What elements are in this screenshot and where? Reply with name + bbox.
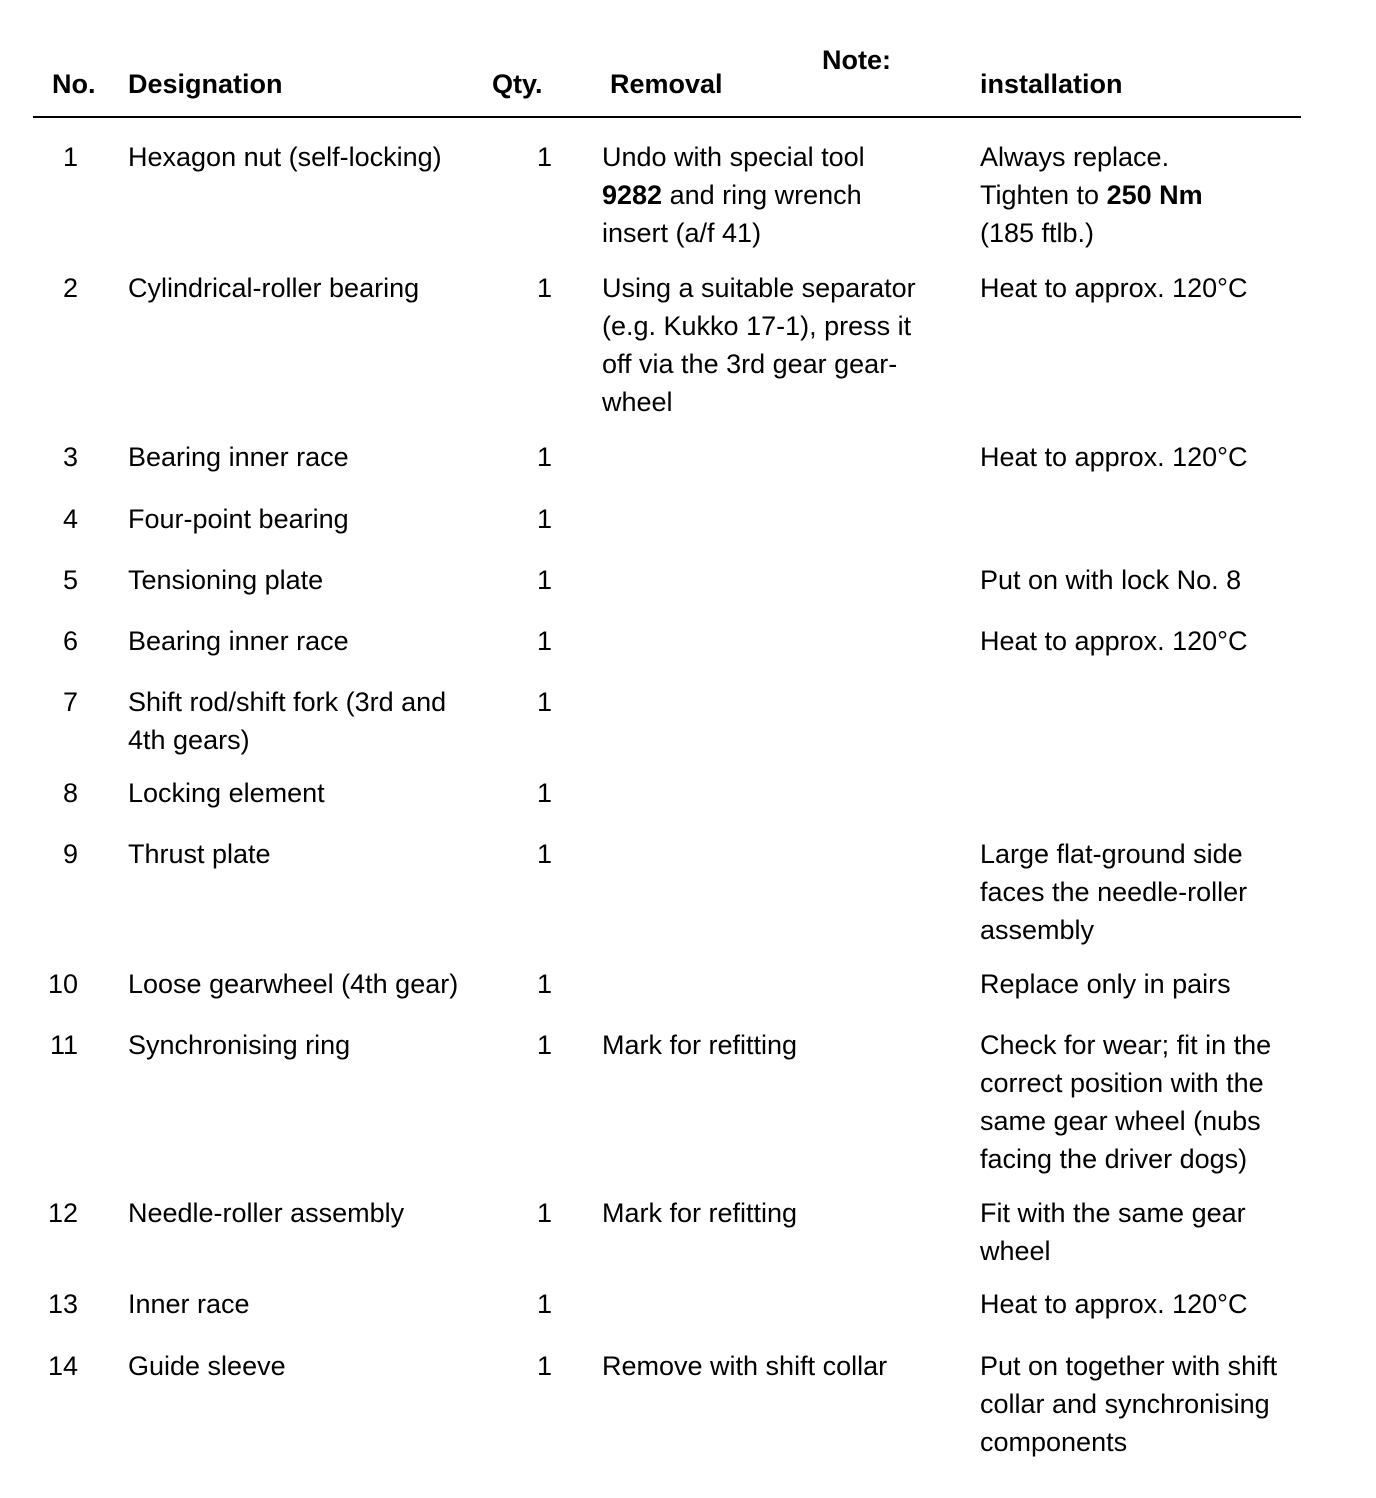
installation-line: Heat to approx. 120°C (980, 273, 1248, 303)
row-designation: Tensioning plate (128, 565, 324, 595)
installation-line: collar and synchronising (980, 1389, 1270, 1419)
installation-line: Heat to approx. 120°C (980, 1289, 1248, 1319)
installation-line: Check for wear; fit in the (980, 1030, 1272, 1060)
row-designation: Locking element (128, 778, 325, 808)
table-row (0, 1194, 1376, 1285)
row-designation: Loose gearwheel (4th gear) (128, 969, 459, 999)
row-designation: Four-point bearing (128, 504, 349, 534)
table-row (0, 835, 1376, 965)
row-quantity: 1 (536, 1030, 552, 1060)
row-number: 6 (62, 626, 78, 656)
row-quantity: 1 (536, 626, 552, 656)
row-installation-note (980, 622, 1300, 660)
installation-line: (185 ftlb.) (980, 218, 1095, 248)
row-quantity: 1 (536, 778, 552, 808)
row-number: 5 (62, 565, 78, 595)
row-number: 7 (62, 687, 78, 717)
header-removal: Removal (610, 69, 723, 99)
row-installation-note (980, 438, 1300, 476)
row-designation: Hexagon nut (self-locking) (128, 142, 442, 172)
removal-line: Remove with shift collar (602, 1351, 888, 1381)
row-quantity: 1 (536, 687, 552, 717)
row-number: 2 (62, 273, 78, 303)
row-installation-note (980, 138, 1300, 252)
row-number: 10 (47, 969, 78, 999)
row-quantity: 1 (536, 1351, 552, 1381)
installation-line: facing the driver dogs) (980, 1144, 1248, 1174)
row-installation-note (980, 1285, 1300, 1323)
table-row (0, 1026, 1376, 1194)
table-row (0, 269, 1376, 438)
header-designation: Designation (128, 69, 283, 99)
removal-text: and ring wrench (662, 180, 862, 210)
row-number: 1 (62, 142, 78, 172)
table-row (0, 683, 1376, 774)
header-note: Note: (822, 45, 891, 75)
row-quantity: 1 (536, 565, 552, 595)
header-qty: Qty. (492, 69, 543, 99)
row-installation-note (980, 1194, 1300, 1270)
designation-line: Shift rod/shift fork (3rd and (128, 687, 447, 717)
installation-line: Heat to approx. 120°C (980, 626, 1248, 656)
installation-line: Large flat-ground side (980, 839, 1243, 869)
row-removal-note (602, 1347, 947, 1385)
row-designation: Synchronising ring (128, 1030, 351, 1060)
row-number: 8 (62, 778, 78, 808)
row-designation: Guide sleeve (128, 1351, 286, 1381)
row-installation-note (980, 1026, 1300, 1178)
removal-line: Mark for refitting (602, 1198, 798, 1228)
row-number: 9 (62, 839, 78, 869)
table-row (0, 561, 1376, 622)
installation-line: Fit with the same gear (980, 1198, 1246, 1228)
installation-line: correct position with the (980, 1068, 1264, 1098)
installation-line: Always replace. (980, 142, 1170, 172)
row-quantity: 1 (536, 442, 552, 472)
row-designation: Thrust plate (128, 839, 271, 869)
installation-line: Put on together with shift (980, 1351, 1278, 1381)
row-removal-note (602, 269, 947, 421)
removal-line: wheel (602, 387, 673, 417)
special-tool-number: 9282 (602, 180, 663, 210)
row-quantity: 1 (536, 1198, 552, 1228)
removal-line: Undo with special tool (602, 142, 865, 172)
table-row (0, 438, 1376, 500)
table-row (0, 1347, 1376, 1467)
row-designation (128, 683, 473, 759)
row-designation: Bearing inner race (128, 442, 349, 472)
installation-line: Replace only in pairs (980, 969, 1231, 999)
row-designation: Inner race (128, 1289, 250, 1319)
header-no: No. (52, 69, 96, 99)
row-installation-note (980, 965, 1300, 1003)
installation-line: components (980, 1427, 1128, 1457)
row-number: 11 (49, 1030, 78, 1060)
row-quantity: 1 (536, 273, 552, 303)
table-row (0, 138, 1376, 269)
row-designation: Bearing inner race (128, 626, 349, 656)
table-row (0, 774, 1376, 835)
row-removal-note (602, 138, 947, 252)
removal-line (602, 176, 947, 214)
row-number: 13 (47, 1289, 78, 1319)
removal-line: Using a suitable separator (602, 273, 916, 303)
row-installation-note (980, 835, 1300, 949)
row-number: 4 (62, 504, 78, 534)
row-quantity: 1 (536, 839, 552, 869)
row-removal-note (602, 1194, 947, 1232)
installation-line: Heat to approx. 120°C (980, 442, 1248, 472)
installation-line: faces the needle-roller (980, 877, 1248, 907)
row-quantity: 1 (536, 1289, 552, 1319)
row-designation: Needle-roller assembly (128, 1198, 405, 1228)
designation-line: 4th gears) (128, 725, 250, 755)
row-quantity: 1 (536, 504, 552, 534)
table-row (0, 500, 1376, 561)
table-row (0, 1285, 1376, 1347)
torque-value: 250 Nm (1106, 180, 1203, 210)
installation-text: Tighten to (980, 180, 1107, 210)
installation-line: Put on with lock No. 8 (980, 565, 1242, 595)
installation-line: wheel (980, 1236, 1051, 1266)
row-number: 12 (47, 1198, 78, 1228)
table-row (0, 622, 1376, 683)
table-body (0, 138, 1376, 1467)
header-installation: installation (980, 69, 1123, 99)
row-quantity: 1 (536, 142, 552, 172)
removal-line: insert (a/f 41) (602, 218, 762, 248)
row-installation-note (980, 1347, 1300, 1461)
removal-line: (e.g. Kukko 17-1), press it (602, 311, 912, 341)
removal-line: Mark for refitting (602, 1030, 798, 1060)
installation-line (980, 176, 1300, 214)
row-removal-note (602, 1026, 947, 1064)
row-number: 14 (47, 1351, 78, 1381)
row-installation-note (980, 269, 1300, 307)
row-number: 3 (62, 442, 78, 472)
row-quantity: 1 (536, 969, 552, 999)
table-row (0, 965, 1376, 1026)
row-designation: Cylindrical-roller bearing (128, 273, 420, 303)
header-divider (33, 116, 1301, 118)
removal-line: off via the 3rd gear gear- (602, 349, 898, 379)
row-installation-note (980, 561, 1300, 599)
installation-line: same gear wheel (nubs (980, 1106, 1261, 1136)
installation-line: assembly (980, 915, 1095, 945)
